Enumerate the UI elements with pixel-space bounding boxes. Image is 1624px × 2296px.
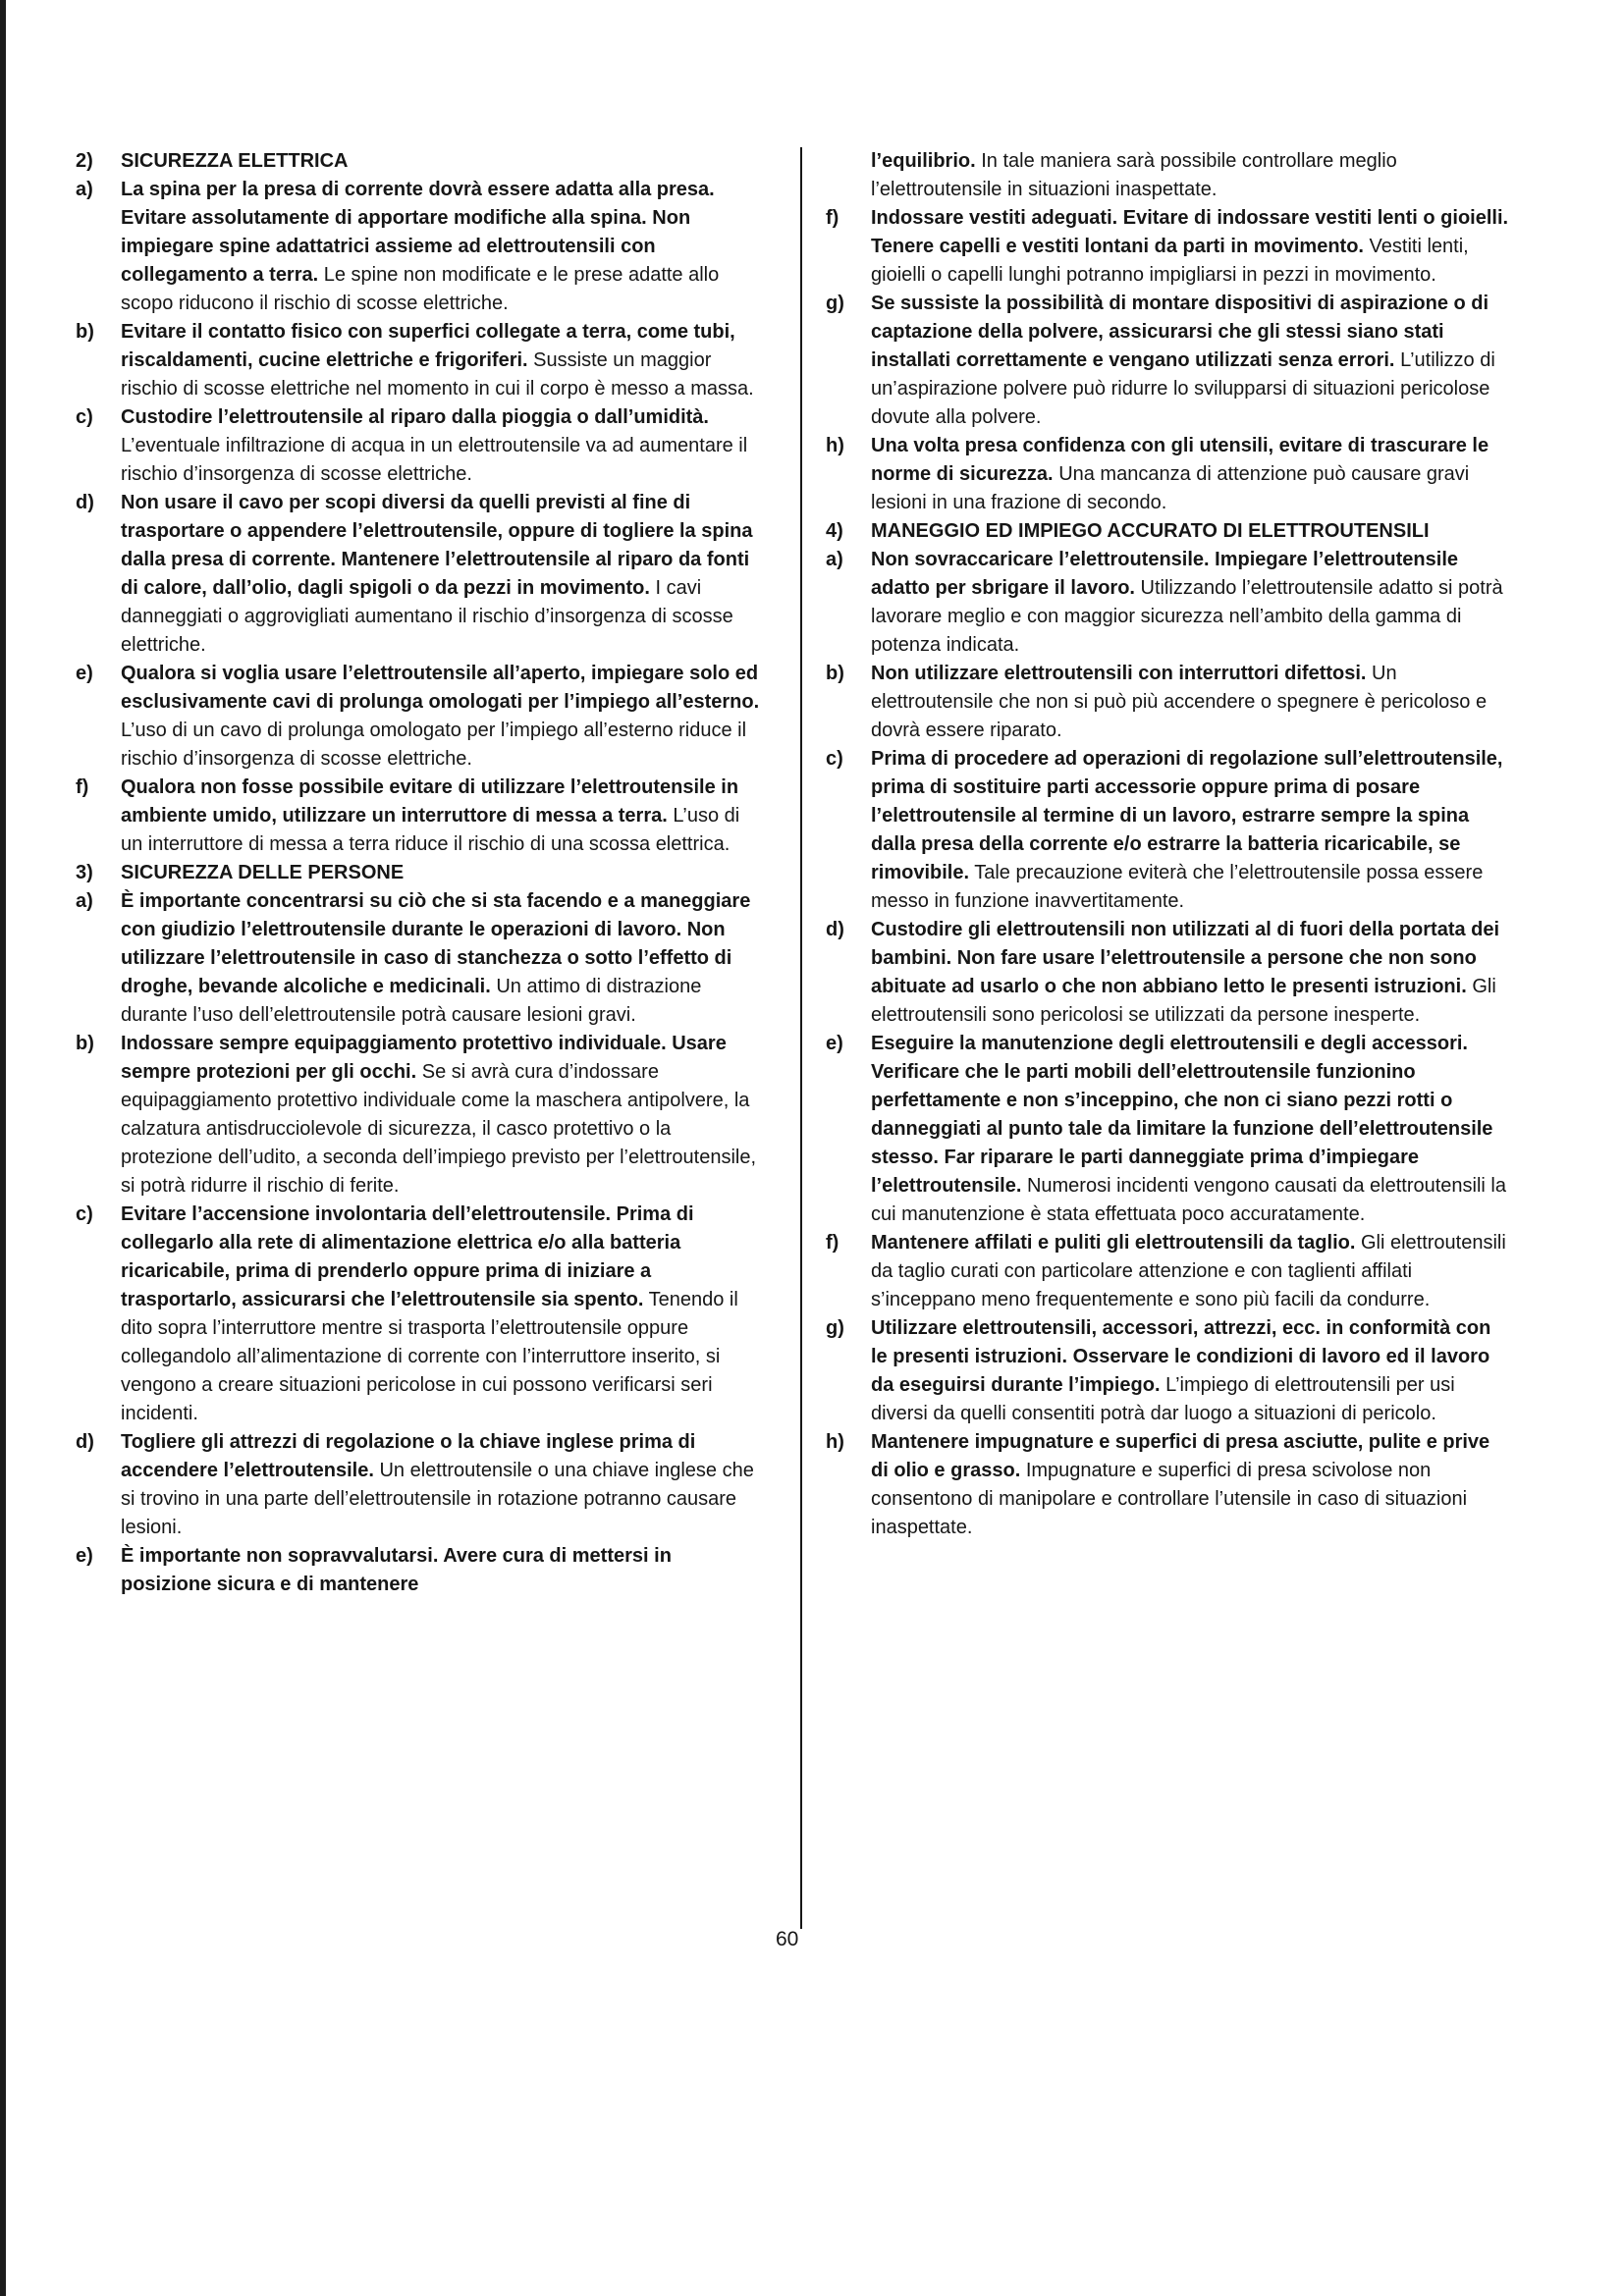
list-item: [74, 1201, 761, 1428]
item-rule-text: Prima di procedere ad operazioni di regolazione sull’elettroutensile, prima di sostituire parti accessorie oppure prima di posare l’elettroutensile al termine di un lavoro, estrarre sempre la spina dalla presa della corrente e/o estrarre la batteria ricaricabile, se rimovibile.: [871, 748, 1503, 883]
item-rule-text: Indossare vestiti adeguati. Evitare di indossare vestiti lenti o gioielli. Tenere capelli e vestiti lontani da parti in movimento.: [871, 207, 1509, 257]
item-explanation-text: L’impiego di elettroutensili per usi diversi da quelli consentiti potrà dar luogo a situazioni di pericolo.: [871, 1374, 1455, 1424]
item-rule-text: Non sovraccaricare l’elettroutensile. Impiegare l’elettroutensile adatto per sbrigare il lavoro.: [871, 549, 1458, 599]
item-explanation-text: Se si avrà cura d’indossare equipaggiamento protettivo individuale come la maschera antipolvere, la calzatura antisdrucciolevole di sicurezza, il casco protettivo o la protezione dell’udito, a seconda dell’impiego previsto per l’elettroutensile, si potrà ridurre il rischio di ferite.: [121, 1061, 757, 1197]
item-marker: e): [826, 1033, 843, 1054]
list-item: [74, 660, 761, 774]
item-explanation-text: In tale maniera sarà possibile controllare meglio l’elettroutensile in situazioni inaspettate.: [871, 150, 1397, 200]
item-explanation-text: L’eventuale infiltrazione di acqua in un elettroutensile va ad aumentare il rischio d’insorgenza di scosse elettriche.: [121, 435, 748, 485]
scan-edge-artifact: [0, 0, 6, 2296]
item-explanation-text: Una mancanza di attenzione può causare gravi lesioni in una frazione di secondo.: [871, 463, 1470, 513]
list-item: [824, 1428, 1511, 1542]
list-item: [74, 489, 761, 660]
item-rule-text: MANEGGIO ED IMPIEGO ACCURATO DI ELETTROUTENSILI: [871, 520, 1430, 542]
item-marker: b): [826, 663, 844, 684]
item-marker: d): [76, 1431, 94, 1453]
item-rule-text: Evitare l’accensione involontaria dell’elettroutensile. Prima di collegarlo alla rete di alimentazione elettrica e/o alla batteria ricaricabile, prima di prenderlo oppure prima di iniziare a trasportarlo, assicurarsi che l’elettroutensile sia spento.: [121, 1203, 694, 1310]
item-explanation-text: Tenendo il dito sopra l’interruttore mentre si trasporta l’elettroutensile oppure collegandolo all’alimentazione di corrente con l’interruttore inserito, si vengono a creare situazioni pericolose in cui possono verificarsi seri incidenti.: [121, 1289, 738, 1424]
list-item: [74, 318, 761, 403]
list-item: [824, 432, 1511, 517]
list-item: [824, 147, 1511, 204]
item-rule-text: Custodire gli elettroutensili non utilizzati al di fuori della portata dei bambini. Non fare usare l’elettroutensile a persone che non sono abituate ad usarlo o che non abbiano letto le presenti istruzioni.: [871, 919, 1500, 997]
list-item: [824, 916, 1511, 1030]
item-explanation-text: L’uso di un cavo di prolunga omologato per l’impiego all’esterno riduce il rischio d’insorgenza di scosse elettriche.: [121, 720, 747, 770]
item-marker: h): [826, 1431, 844, 1453]
item-rule-text: Una volta presa confidenza con gli utensili, evitare di trascurare le norme di sicurezza.: [871, 435, 1489, 485]
right-column: [824, 147, 1511, 1542]
list-item: [74, 774, 761, 859]
item-explanation-text: Le spine non modificate e le prese adatte allo scopo riducono il rischio di scosse elettriche.: [121, 264, 720, 314]
item-rule-text: Qualora si voglia usare l’elettroutensile all’aperto, impiegare solo ed esclusivamente cavi di prolunga omologati per l’impiego all’esterno.: [121, 663, 760, 713]
item-marker: 3): [76, 862, 93, 883]
list-item: [74, 403, 761, 489]
list-item: [824, 546, 1511, 660]
item-marker: a): [76, 179, 93, 200]
item-explanation-text: Un elettroutensile o una chiave inglese che si trovino in una parte dell’elettroutensile in rotazione potranno causare lesioni.: [121, 1460, 754, 1538]
item-explanation-text: Sussiste un maggior rischio di scosse elettriche nel momento in cui il corpo è messo a massa.: [121, 349, 754, 400]
item-marker: 4): [826, 520, 843, 542]
column-divider: [800, 147, 802, 1929]
item-explanation-text: L’utilizzo di un’aspirazione polvere può ridurre lo svilupparsi di situazioni pericolose dovute alla polvere.: [871, 349, 1495, 428]
list-item: [824, 290, 1511, 432]
item-rule-text: l’equilibrio.: [871, 150, 976, 172]
item-marker: d): [826, 919, 844, 940]
list-item: [824, 204, 1511, 290]
list-item: [74, 176, 761, 318]
item-marker: e): [76, 663, 93, 684]
item-rule-text: Non utilizzare elettroutensili con interruttori difettosi.: [871, 663, 1367, 684]
item-explanation-text: Tale precauzione eviterà che l’elettroutensile possa essere messo in funzione inavvertitamente.: [871, 862, 1484, 912]
list-item: [74, 147, 761, 176]
item-marker: f): [826, 1232, 839, 1254]
item-explanation-text: Gli elettroutensili da taglio curati con particolare attenzione e con taglienti affilati s’inceppano meno frequentemente e sono più facili da condurre.: [871, 1232, 1506, 1310]
list-item: [824, 1314, 1511, 1428]
list-item: [74, 887, 761, 1030]
item-marker: e): [76, 1545, 93, 1567]
item-rule-text: Utilizzare elettroutensili, accessori, attrezzi, ecc. in conformità con le presenti istruzioni. Osservare le condizioni di lavoro ed il lavoro da eseguirsi durante l’impiego.: [871, 1317, 1491, 1396]
list-item: [824, 1030, 1511, 1229]
item-marker: f): [826, 207, 839, 229]
item-rule-text: Evitare il contatto fisico con superfici collegate a terra, come tubi, riscaldamenti, cucine elettriche e frigoriferi.: [121, 321, 735, 371]
item-marker: c): [76, 1203, 93, 1225]
item-marker: h): [826, 435, 844, 456]
item-explanation-text: Vestiti lenti, gioielli o capelli lunghi potranno impigliarsi in pezzi in movimento.: [871, 236, 1469, 286]
item-rule-text: È importante concentrarsi su ciò che si sta facendo e a maneggiare con giudizio l’elettroutensile durante le operazioni di lavoro. Non utilizzare l’elettroutensile in caso di stanchezza o sotto l’effetto di droghe, bevande alcoliche e medicinali.: [121, 890, 751, 997]
item-marker: g): [826, 293, 844, 314]
item-rule-text: Se sussiste la possibilità di montare dispositivi di aspirazione o di captazione della polvere, assicurarsi che gli stessi siano stati installati correttamente e vengano utilizzati senza errori.: [871, 293, 1489, 371]
item-rule-text: Indossare sempre equipaggiamento protettivo individuale. Usare sempre protezioni per gli occhi.: [121, 1033, 727, 1083]
item-explanation-text: Impugnature e superfici di presa scivolose non consentono di manipolare e controllare l’utensile in caso di situazioni inaspettate.: [871, 1460, 1468, 1538]
list-item: [74, 1542, 761, 1599]
item-marker: a): [826, 549, 843, 570]
item-marker: c): [826, 748, 843, 770]
item-rule-text: La spina per la presa di corrente dovrà essere adatta alla presa. Evitare assolutamente di apportare modifiche alla spina. Non impiegare spine adattatrici assieme ad elettroutensili con collegamento a terra.: [121, 179, 715, 286]
item-marker: 2): [76, 150, 93, 172]
page-content: [74, 147, 1511, 1929]
item-marker: d): [76, 492, 94, 513]
list-item: [824, 1229, 1511, 1314]
item-explanation-text: Un elettroutensile che non si può più accendere o spegnere è pericoloso e dovrà essere riparato.: [871, 663, 1488, 741]
page-number: 60: [776, 1928, 799, 1950]
item-marker: c): [76, 406, 93, 428]
item-rule-text: SICUREZZA ELETTRICA: [121, 150, 349, 172]
item-marker: g): [826, 1317, 844, 1339]
item-rule-text: Mantenere impugnature e superfici di presa asciutte, pulite e prive di olio e grasso.: [871, 1431, 1490, 1481]
item-explanation-text: Un attimo di distrazione durante l’uso dell’elettroutensile potrà causare lesioni gravi.: [121, 976, 702, 1026]
item-explanation-text: Utilizzando l’elettroutensile adatto si potrà lavorare meglio e con maggior sicurezza nell’ambito della gamma di potenza indicata.: [871, 577, 1503, 656]
list-item: [824, 517, 1511, 546]
item-rule-text: Custodire l’elettroutensile al riparo dalla pioggia o dall’umidità.: [121, 406, 709, 428]
list-item: [74, 1030, 761, 1201]
item-explanation-text: L’uso di un interruttore di messa a terra riduce il rischio di una scossa elettrica.: [121, 805, 740, 855]
item-rule-text: Mantenere affilati e puliti gli elettroutensili da taglio.: [871, 1232, 1356, 1254]
list-item: [74, 1428, 761, 1542]
item-explanation-text: I cavi danneggiati o aggrovigliati aumentano il rischio d’insorgenza di scosse elettriche.: [121, 577, 733, 656]
item-rule-text: SICUREZZA DELLE PERSONE: [121, 862, 405, 883]
item-marker: b): [76, 321, 94, 343]
item-rule-text: Qualora non fosse possibile evitare di utilizzare l’elettroutensile in ambiente umido, utilizzare un interruttore di messa a terra.: [121, 776, 739, 827]
item-marker: b): [76, 1033, 94, 1054]
item-rule-text: È importante non sopravvalutarsi. Avere cura di mettersi in posizione sicura e di mantenere: [121, 1545, 672, 1595]
item-explanation-text: Numerosi incidenti vengono causati da elettroutensili la cui manutenzione è stata effettuata poco accuratamente.: [871, 1175, 1506, 1225]
item-marker: a): [76, 890, 93, 912]
list-item: [824, 660, 1511, 745]
item-explanation-text: Gli elettroutensili sono pericolosi se utilizzati da persone inesperte.: [871, 976, 1496, 1026]
list-item: [74, 859, 761, 887]
left-column: [74, 147, 761, 1599]
item-rule-text: Non usare il cavo per scopi diversi da quelli previsti al fine di trasportare o appendere l’elettroutensile, oppure di togliere la spina dalla presa di corrente. Mantenere l’elettroutensile al riparo da fonti di calore, dall’olio, dagli spigoli o da pezzi in movimento.: [121, 492, 753, 599]
list-item: [824, 745, 1511, 916]
item-marker: f): [76, 776, 89, 798]
item-rule-text: Eseguire la manutenzione degli elettroutensili e degli accessori. Verificare che le parti mobili dell’elettroutensile funzionino perfettamente e non s’inceppino, che non ci siano pezzi rotti o danneggiati al punto tale da limitare la funzione dell’elettroutensile stesso. Far riparare le parti danneggiate prima d’impiegare l’elettroutensile.: [871, 1033, 1493, 1197]
item-rule-text: Togliere gli attrezzi di regolazione o la chiave inglese prima di accendere l’elettroutensile.: [121, 1431, 696, 1481]
